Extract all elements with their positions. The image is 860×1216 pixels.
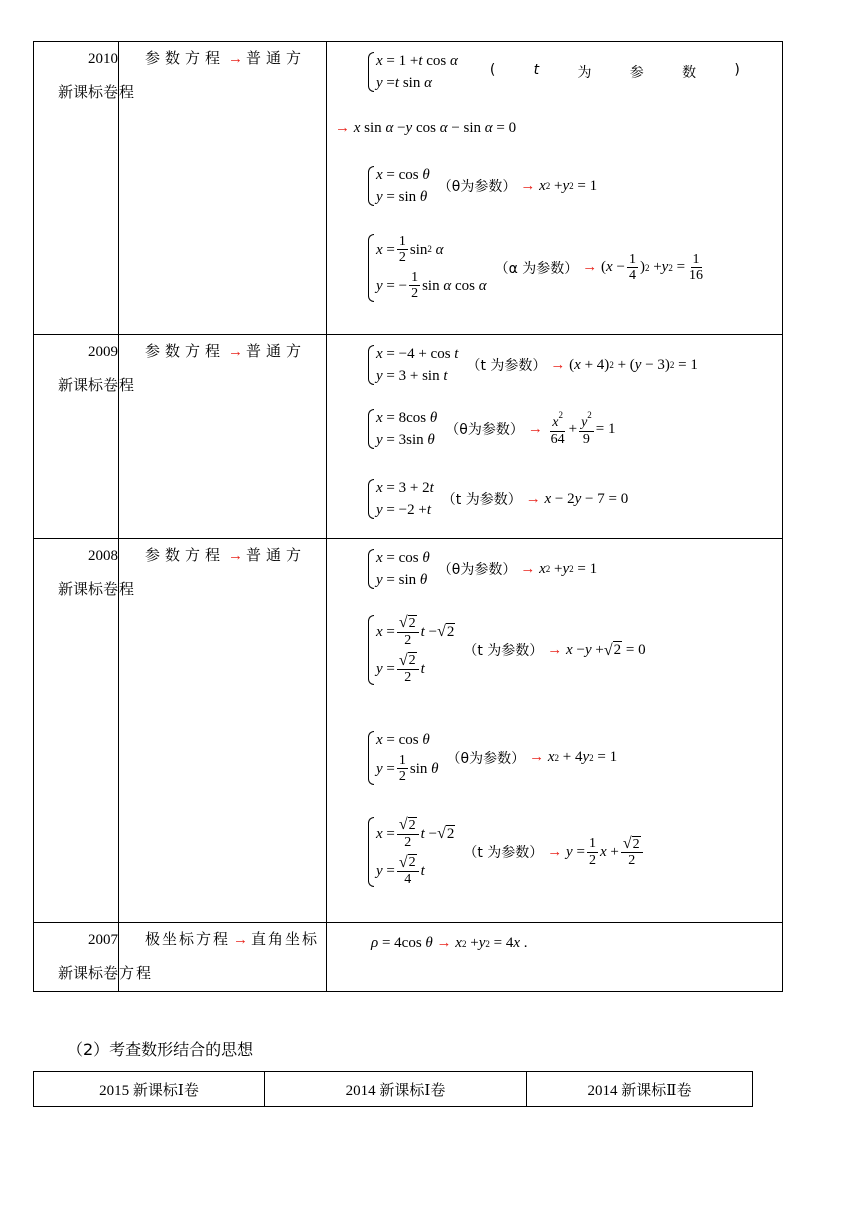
formula-cell bbox=[327, 335, 783, 539]
formula: ρ = 4cos θ → x 2 + y 2 = 4 x . bbox=[371, 935, 528, 951]
exam-table-2 bbox=[33, 1071, 753, 1107]
formula: x = √ 2 2 t − √ 2 y = √ 2 4 t （t 为参数） → y = $\frac{1}{2}$ x + √ 2 2 bbox=[367, 815, 645, 889]
topic-cell bbox=[119, 42, 327, 335]
param-note: ( t 为 参 数 ) bbox=[489, 62, 740, 81]
formula: x = cos θ y = sin θ （θ为参数） → x 2 + y 2 = 1 bbox=[367, 164, 597, 208]
formula: → x sin α − y cos α − sin α = 0 bbox=[335, 120, 517, 136]
topic-from: 参数方程 bbox=[145, 51, 226, 67]
column-header: 2014 新课标Ⅱ卷 bbox=[527, 1072, 753, 1107]
formula: x = cos θ y = sin θ （θ为参数） → x 2 + y 2 = 1 bbox=[367, 547, 597, 591]
topic-to: 普通方程 bbox=[119, 51, 307, 101]
formula-cell bbox=[327, 539, 783, 923]
exam-label: 新课标卷 bbox=[57, 378, 118, 394]
formula: x = $\frac{1}{2}$ sin 2 α y = − $\frac{1}{2}$ sin α cos α （α 为参数） → ( x − $\frac{1}{4}$ ) 2 + y 2 = $\frac{1}{16}$ bbox=[367, 232, 707, 304]
exam-label: 新课标卷 bbox=[57, 582, 118, 598]
arrow-icon: → bbox=[335, 120, 350, 136]
formula: x = 8cos θ y = 3sin θ （θ为参数） → $\frac{x^2}{64}$ + $\frac{y^2}{9}$ = 1 bbox=[367, 407, 616, 451]
formula-cell bbox=[327, 42, 783, 335]
year-value: 2010 bbox=[88, 51, 118, 67]
year-cell bbox=[34, 335, 119, 539]
exam-label: 新课标卷 bbox=[57, 85, 118, 101]
formula: x = cos θ y = $\frac{1}{2}$ sin θ （θ为参数） → x 2 + 4 y 2 = 1 bbox=[367, 729, 617, 787]
table-row bbox=[34, 539, 783, 923]
table-header-row bbox=[34, 1072, 753, 1107]
year-cell bbox=[34, 923, 119, 992]
year-cell bbox=[34, 539, 119, 923]
year-value: 2009 bbox=[88, 344, 118, 360]
table-row bbox=[34, 42, 783, 335]
formula: x = √ 2 2 t − √ 2 y = √ 2 2 t （t 为参数） → x − y + √ 2 = 0 bbox=[367, 613, 646, 687]
formula: x = 3 + 2 t y = −2 + t （t 为参数） → x − 2 y − 7 = 0 bbox=[367, 477, 628, 521]
topic-cell: 参数方程 → 普通方程 bbox=[119, 539, 327, 923]
column-header: 2014 新课标Ⅰ卷 bbox=[265, 1072, 527, 1107]
year-value: 2007 bbox=[88, 932, 118, 948]
table-row bbox=[34, 923, 783, 992]
formula-cell bbox=[327, 923, 783, 992]
year-value: 2008 bbox=[88, 548, 118, 564]
formula: x = −4 + cos t y = 3 + sin t （t 为参数） → ( x + 4) 2 + ( y − 3) 2 = 1 bbox=[367, 343, 698, 387]
exam-table bbox=[33, 41, 783, 992]
topic-cell: 极坐标方程 → 直角坐标方程 bbox=[119, 923, 327, 992]
table-row bbox=[34, 335, 783, 539]
year-cell bbox=[34, 42, 119, 335]
arrow-icon: → bbox=[228, 51, 244, 67]
formula bbox=[367, 50, 740, 94]
topic-cell: 参数方程 → 普通方程 bbox=[119, 335, 327, 539]
column-header: 2015 新课标Ⅰ卷 bbox=[34, 1072, 265, 1107]
section-heading: （2）考查数形结合的思想 bbox=[67, 1040, 254, 1059]
exam-label: 新课标卷 bbox=[57, 966, 118, 982]
brace: x = 1 + t cos α y = t sin α bbox=[367, 50, 458, 94]
